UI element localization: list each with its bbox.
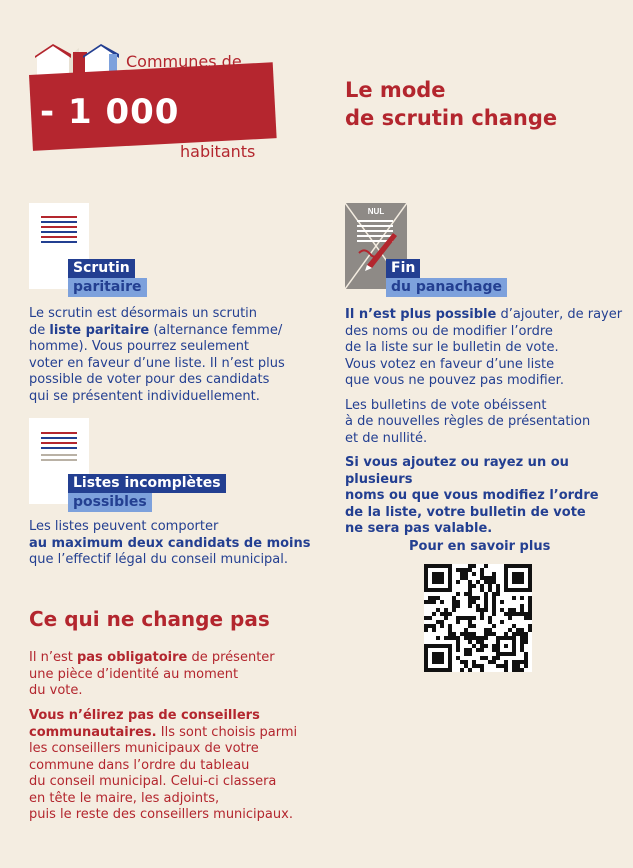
tag-du-panachage: du panachage [386,278,507,297]
unchanged-text-1: Il n’est pas obligatoire de présenter une pièce d’identité au moment du vote. [29,650,275,698]
tag-paritaire: paritaire [68,278,147,297]
section-title-unchanged: Ce qui ne change pas [29,607,270,631]
svg-text:NUL: NUL [367,207,385,216]
unchanged-text-2: Vous n’élirez pas de conseillers communautaires. Ils sont choisis parmi les conseillers municipaux de votre commune dans l’ordre du tableau du conseil municipal. Celui-ci classera en tête le maire, les adjoints, puis le reste des conseillers municipaux. [29,708,298,822]
page-title: Le mode de scrutin change [345,78,558,130]
listes-text: Les listes peuvent comporter au maximum deux candidats de moins que l’effectif légal du conseil municipal. [29,519,311,567]
more-info-label: Pour en savoir plus [409,539,551,554]
qr-code-icon[interactable] [424,564,532,672]
habitants-label: habitants [180,142,256,161]
population-number: - 1 000 [40,92,180,132]
panachage-text: Il n’est plus possible d’ajouter, de rayer des noms ou de modifier l’ordre de la liste sur le bulletin de vote. Vous votez en faveur d’une liste que vous ne pouvez pas modifier. Les bulletins de vote obéissent à de nouvelles règles de présentation et de nullité. Si vous ajoutez ou rayez un ou plusieurs noms ou que vous modifiez l’ordre de la liste, votre bulletin de vote ne sera pas valable. [345,307,623,536]
tag-scrutin: Scrutin [68,259,135,278]
tag-listes-incompletes: Listes incomplètes [68,474,226,493]
tag-possibles: possibles [68,493,152,512]
tag-fin: Fin [386,259,420,278]
scrutin-text: Le scrutin est désormais un scrutin de liste paritaire (alternance femme/ homme). Vous pourrez seulement voter en faveur d’une liste. Il n’est plus possible de voter pour des candidats qui se présentent individuellement. [29,306,285,404]
communes-label: Communes de [126,52,242,71]
